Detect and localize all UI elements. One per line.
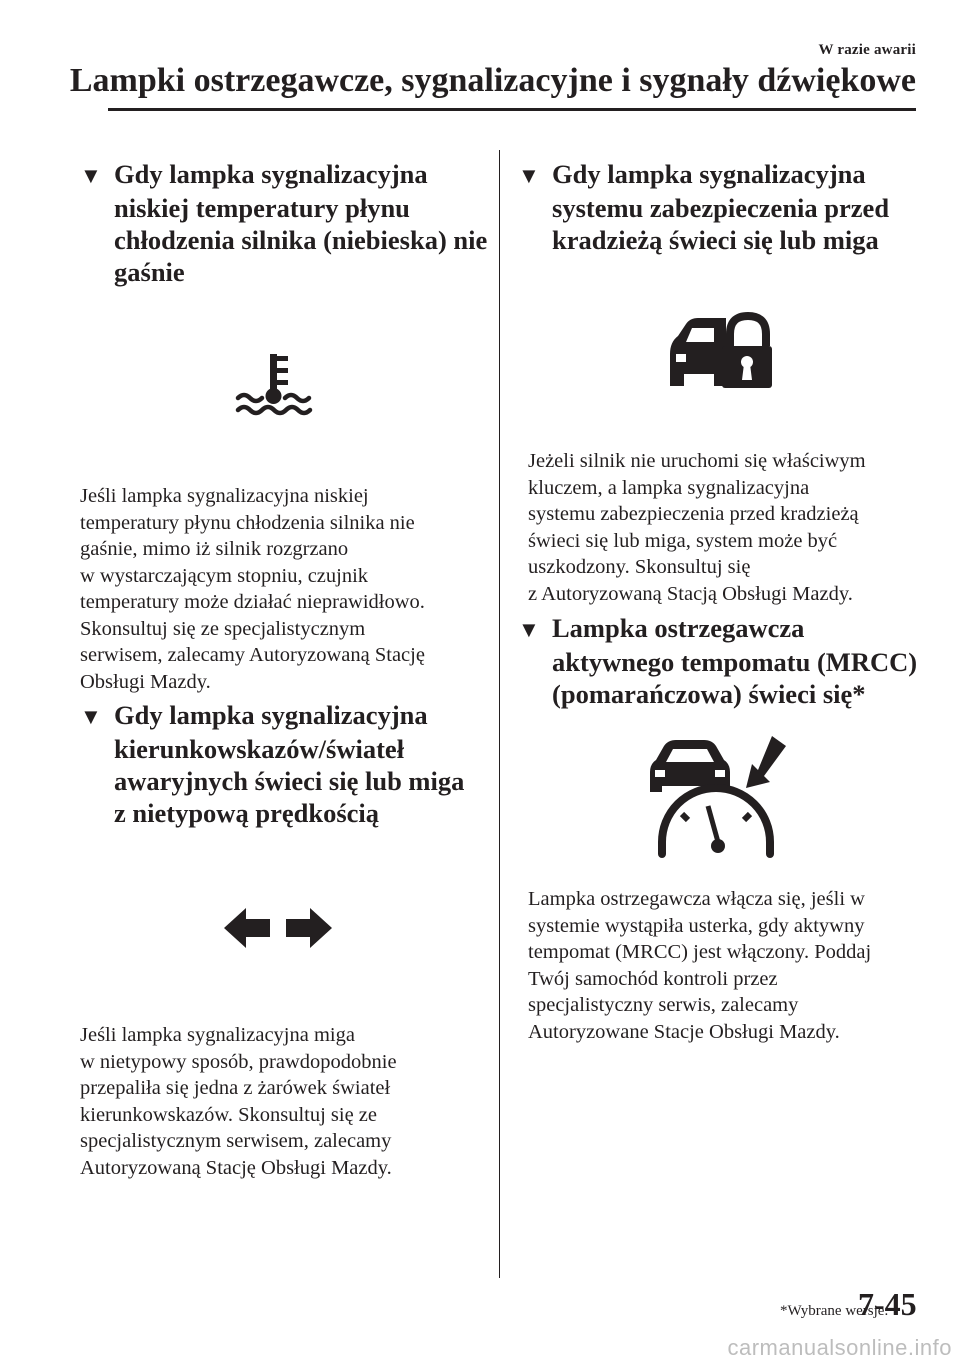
heading-security-system: ▼ Gdy lampka sygnalizacyjna systemu zabezpieczenia przed kradzieżą świeci się lub miga — [518, 159, 890, 255]
coolant-temperature-icon — [228, 348, 320, 420]
body-turn-signal: Jeśli lampka sygnalizacyjna miga w nietypowy sposób, prawdopodobnie przepaliła się jedna z żarówek świateł kierunkowskazów. Skonsultuj się ze specjalistycznym serwisem, zalecamy Autoryzowaną Stację Obsługi Mazdy. — [80, 1024, 397, 1179]
mrcc-warning-icon — [646, 736, 786, 860]
section-label: W razie awarii — [818, 42, 916, 58]
turn-signal-arrows-icon — [222, 906, 334, 950]
triangle-marker: ▼ — [80, 704, 102, 729]
triangle-marker: ▼ — [518, 163, 540, 188]
body-security-system: Jeżeli silnik nie uruchomi się właściwym kluczem, a lampka sygnalizacyjna systemu zabezpieczenia przed kradzieżą świeci się lub miga, system może być uszkodzony. Skonsultuj się z Autoryzowaną Stacją Obsługi Mazdy. — [528, 450, 866, 605]
body-mrcc-warning: Lampka ostrzegawcza włącza się, jeśli w systemie wystąpiła usterka, gdy aktywny tempomat (MRCC) jest włączony. Poddaj Twój samochód kontroli przez specjalistyczny serwis, zalecamy Autoryzowane Stacje Obsługi Mazdy. — [528, 888, 872, 1043]
header-rule — [108, 108, 916, 111]
footnote: *Wybrane wersje. — [780, 1303, 889, 1319]
heading-turn-signal: ▼ Gdy lampka sygnalizacyjna kierunkowskazów/świateł awaryjnych świeci się lub miga z nietypową prędkością — [80, 700, 465, 828]
triangle-marker: ▼ — [80, 163, 102, 188]
triangle-marker: ▼ — [518, 617, 540, 642]
page-number: 7-45 — [858, 1286, 917, 1322]
security-car-lock-icon — [664, 312, 776, 390]
page-title: Lampki ostrzegawcze, sygnalizacyjne i sygnały dźwiękowe — [69, 62, 916, 99]
heading-mrcc-warning: ▼ Lampka ostrzegawcza aktywnego tempomatu (MRCC) (pomarańczowa) świeci się* — [518, 613, 918, 709]
body-coolant-low-temp: Jeśli lampka sygnalizacyjna niskiej temperatury płynu chłodzenia silnika nie gaśnie, mimo iż silnik rozgrzano w wystarczającym stopniu, czujnik temperatury może działać nieprawidłowo. Skonsultuj się ze specjalistycznym serwisem, zalecamy Autoryzowaną Stację Obsługi Mazdy. — [80, 485, 425, 693]
watermark: carmanualsonline.info — [727, 1335, 952, 1360]
heading-coolant-low-temp: ▼ Gdy lampka sygnalizacyjna niskiej temperatury płynu chłodzenia silnika (niebieska) nie gaśnie — [80, 159, 488, 287]
